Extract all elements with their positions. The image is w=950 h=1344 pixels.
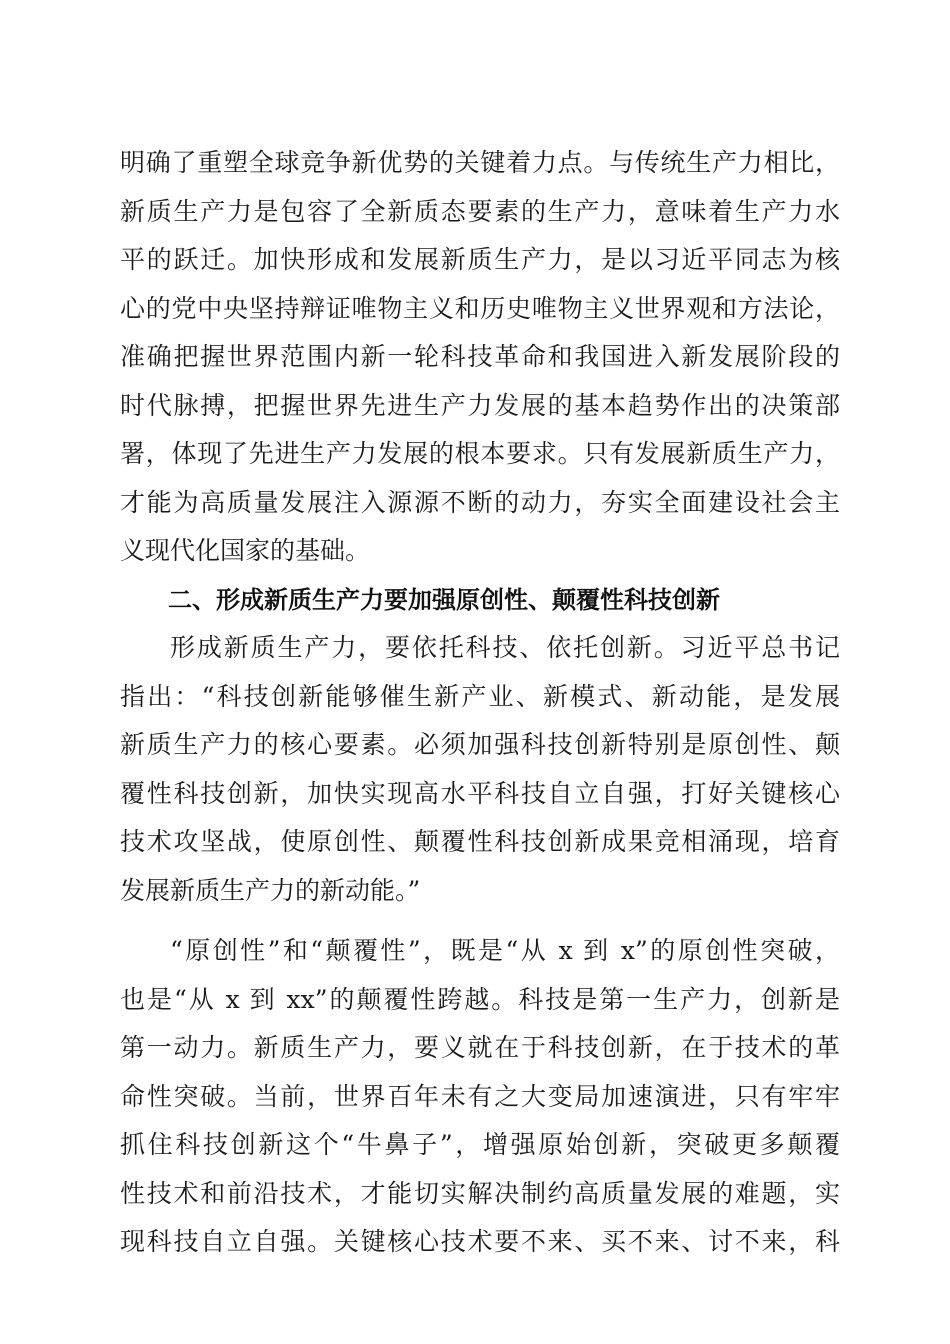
text-line: 才能为高质量发展注入源源不断的动力，夯实全面建设社会主 <box>120 487 840 517</box>
text-line: 平的跃迁。加快形成和发展新质生产力，是以习近平同志为核 <box>120 245 840 274</box>
paragraph-1 <box>120 139 840 1267</box>
text-line: 新质生产力的核心要素。必须加强科技创新特别是原创性、颠 <box>120 730 840 759</box>
text-line: 心的党中央坚持辩证唯物主义和历史唯物主义世界观和方法论， <box>120 293 840 323</box>
text-line: 新质生产力是包容了全新质态要素的生产力，意味着生产力水 <box>120 196 840 226</box>
text-line: 发展新质生产力的新动能。” <box>120 875 421 905</box>
text-line: 署，体现了先进生产力发展的根本要求。只有发展新质生产力， <box>120 439 840 468</box>
section-heading: 二、形成新质生产力要加强原创性、颠覆性科技创新 <box>168 585 720 614</box>
text-line: 抓住科技创新这个“牛鼻子”，增强原始创新，突破更多颠覆 <box>120 1130 840 1159</box>
text-line: 形成新质生产力，要依托科技、依托创新。习近平总书记 <box>170 633 840 662</box>
text-line: 义现代化国家的基础。 <box>120 536 371 565</box>
text-line: 性技术和前沿技术，才能切实解决制约高质量发展的难题，实 <box>120 1178 840 1208</box>
text-line: 第一动力。新质生产力，要义就在于科技创新，在于技术的革 <box>120 1033 840 1062</box>
text-line: 明确了重塑全球竞争新优势的关键着力点。与传统生产力相比， <box>120 148 840 177</box>
text-line: 覆性科技创新，加快实现高水平科技自立自强，打好关键核心 <box>120 778 840 808</box>
paragraph-3 <box>120 927 840 1267</box>
text-line: 命性突破。当前，世界百年未有之大变局加速演进，只有牢牢 <box>120 1081 840 1111</box>
text-line: 时代脉搏，把握世界先进生产力发展的基本趋势作出的决策部 <box>120 390 840 420</box>
paragraph-2 <box>120 624 840 915</box>
text-line: 技术攻坚战，使原创性、颠覆性科技创新成果竞相涌现，培育 <box>120 827 840 856</box>
text-line: “原创性”和“颠覆性”，既是“从 x 到 x”的原创性突破， <box>170 936 840 965</box>
text-line: 准确把握世界范围内新一轮科技革命和我国进入新发展阶段的 <box>120 342 840 371</box>
text-line: 指出：“科技创新能够催生新产业、新模式、新动能，是发展 <box>120 681 840 711</box>
text-line: 现科技自立自强。关键核心技术要不来、买不来、讨不来，科 <box>120 1227 840 1256</box>
text-line: 也是“从 x 到 xx”的颠覆性跨越。科技是第一生产力，创新是 <box>120 984 840 1014</box>
